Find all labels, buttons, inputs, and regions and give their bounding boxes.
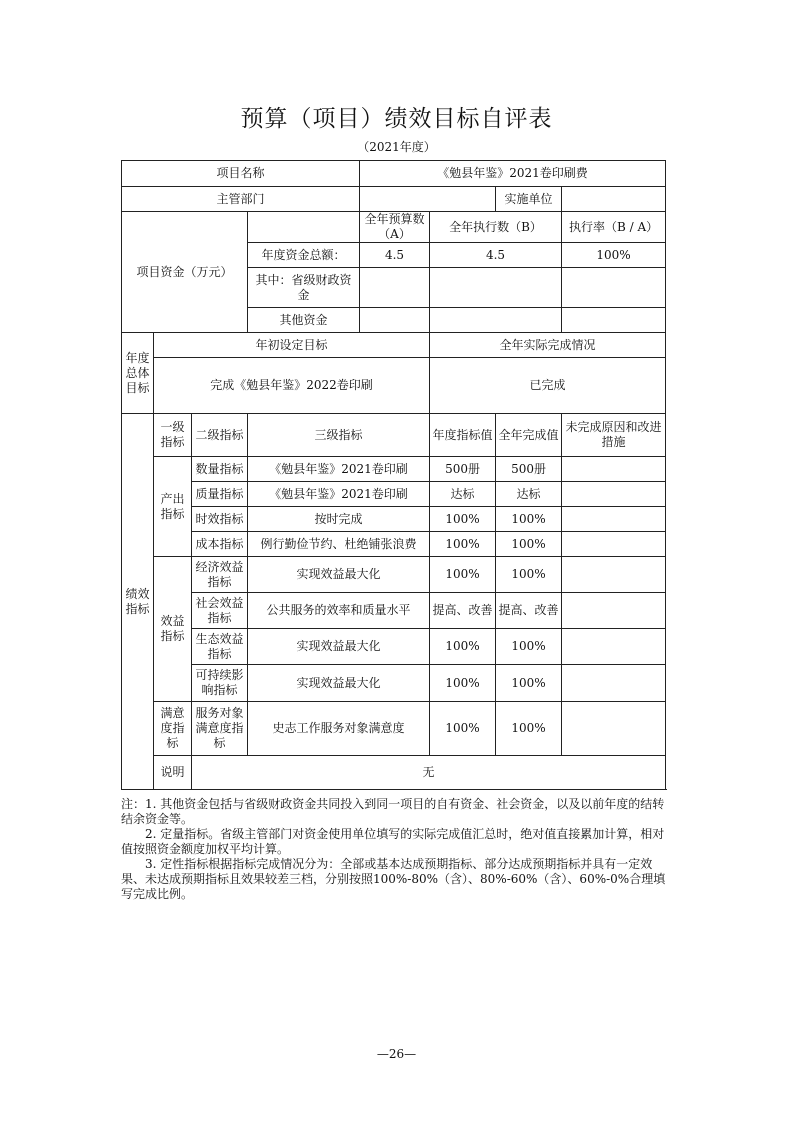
funds-other-label: 其他资金 <box>248 308 360 333</box>
funds-other-rate <box>562 308 666 333</box>
indicator-reason <box>562 532 666 557</box>
indicator-target: 100% <box>430 532 496 557</box>
indicator-target: 100% <box>430 629 496 665</box>
indicator-actual: 达标 <box>496 482 562 507</box>
project-name-label: 项目名称 <box>122 161 360 187</box>
indicator-level2: 服务对象满意度指标 <box>192 702 248 756</box>
goals-label: 年度总体目标 <box>122 333 154 414</box>
indicator-level2: 成本指标 <box>192 532 248 557</box>
indicator-level2: 生态效益指标 <box>192 629 248 665</box>
unit-label: 实施单位 <box>496 187 562 212</box>
header-level1: 一级指标 <box>154 414 192 457</box>
project-name-value: 《勉县年鉴》2021卷印刷费 <box>360 161 666 187</box>
indicator-actual: 100% <box>496 665 562 702</box>
indicator-reason <box>562 482 666 507</box>
indicator-actual: 500册 <box>496 457 562 482</box>
indicator-actual: 100% <box>496 629 562 665</box>
indicator-level2: 社会效益指标 <box>192 593 248 629</box>
indicator-actual: 100% <box>496 532 562 557</box>
footnote-2: 2. 定量指标。省级主管部门对资金使用单位填写的实际完成值汇总时，绝对值直接累加计算，相对值按照资金额度加权平均计算。 <box>121 827 665 856</box>
goals-initial-value: 完成《勉县年鉴》2022卷印刷 <box>154 358 430 414</box>
indicator-level2: 经济效益指标 <box>192 557 248 593</box>
funds-provincial-rate <box>562 268 666 308</box>
indicator-target: 100% <box>430 507 496 532</box>
indicator-target: 100% <box>430 665 496 702</box>
indicator-level3: 例行勤俭节约、杜绝铺张浪费 <box>248 532 430 557</box>
group-satisfaction-label: 满意度指标 <box>154 702 192 756</box>
indicator-level3: 《勉县年鉴》2021卷印刷 <box>248 482 430 507</box>
evaluation-table <box>121 160 666 790</box>
indicator-reason <box>562 665 666 702</box>
funds-col-rate: 执行率（B / A） <box>562 212 666 243</box>
funds-total-rate: 100% <box>562 243 666 268</box>
indicator-reason <box>562 593 666 629</box>
fiscal-year: （2021年度） <box>357 140 436 154</box>
indicator-level2: 数量指标 <box>192 457 248 482</box>
footnotes <box>121 797 666 902</box>
goals-actual-value: 已完成 <box>430 358 666 414</box>
indicator-reason <box>562 629 666 665</box>
indicator-actual: 提高、改善 <box>496 593 562 629</box>
header-reason: 未完成原因和改进措施 <box>562 414 666 457</box>
funds-other-exec <box>430 308 562 333</box>
indicators-label: 绩效指标 <box>122 414 154 790</box>
funds-provincial-exec <box>430 268 562 308</box>
funds-provincial-budget <box>360 268 430 308</box>
funds-total-exec: 4.5 <box>430 243 562 268</box>
remark-value: 无 <box>192 756 666 790</box>
indicator-level3: 按时完成 <box>248 507 430 532</box>
indicator-target: 100% <box>430 557 496 593</box>
group-output-label: 产出指标 <box>154 457 192 557</box>
goals-col-initial: 年初设定目标 <box>154 333 430 358</box>
indicator-reason <box>562 507 666 532</box>
funds-provincial-label: 其中：省级财政资金 <box>248 268 360 308</box>
funds-other-budget <box>360 308 430 333</box>
funds-total-label: 年度资金总额： <box>248 243 360 268</box>
indicator-reason <box>562 557 666 593</box>
indicator-level2: 可持续影响指标 <box>192 665 248 702</box>
funds-total-budget: 4.5 <box>360 243 430 268</box>
indicator-level3: 《勉县年鉴》2021卷印刷 <box>248 457 430 482</box>
group-benefit-label: 效益指标 <box>154 557 192 702</box>
indicator-target: 100% <box>430 702 496 756</box>
indicator-level3: 史志工作服务对象满意度 <box>248 702 430 756</box>
header-target: 年度指标值 <box>430 414 496 457</box>
funds-header-blank <box>248 212 360 243</box>
goals-col-actual: 全年实际完成情况 <box>430 333 666 358</box>
page-number: —26— <box>376 1047 417 1061</box>
header-actual: 全年完成值 <box>496 414 562 457</box>
indicator-actual: 100% <box>496 557 562 593</box>
page-title: 预算（项目）绩效目标自评表 <box>240 106 553 132</box>
indicator-level3: 实现效益最大化 <box>248 557 430 593</box>
indicator-target: 500册 <box>430 457 496 482</box>
footnote-1: 注：1. 其他资金包括与省级财政资金共同投入到同一项目的自有资金、社会资金，以及以前年度的结转结余资金等。 <box>121 797 665 826</box>
indicator-level3: 公共服务的效率和质量水平 <box>248 593 430 629</box>
indicator-level2: 质量指标 <box>192 482 248 507</box>
remark-label: 说明 <box>154 756 192 790</box>
indicator-reason <box>562 702 666 756</box>
dept-label: 主管部门 <box>122 187 360 212</box>
indicator-reason <box>562 457 666 482</box>
footnote-3: 3. 定性指标根据指标完成情况分为：全部或基本达成预期指标、部分达成预期指标并具有一定效果、未达成预期指标且效果较差三档，分别按照100%-80%（含）、80%-60%（含）、60%-0%合理填写完成比例。 <box>121 857 666 901</box>
header-level2: 二级指标 <box>192 414 248 457</box>
funds-col-exec: 全年执行数（B） <box>430 212 562 243</box>
indicator-level2: 时效指标 <box>192 507 248 532</box>
funds-col-budget: 全年预算数（A） <box>360 212 430 243</box>
funds-label: 项目资金（万元） <box>122 212 248 333</box>
dept-value <box>360 187 496 212</box>
indicator-target: 提高、改善 <box>430 593 496 629</box>
indicator-level3: 实现效益最大化 <box>248 629 430 665</box>
indicator-target: 达标 <box>430 482 496 507</box>
indicator-level3: 实现效益最大化 <box>248 665 430 702</box>
indicator-actual: 100% <box>496 702 562 756</box>
unit-value <box>562 187 666 212</box>
header-level3: 三级指标 <box>248 414 430 457</box>
indicator-actual: 100% <box>496 507 562 532</box>
